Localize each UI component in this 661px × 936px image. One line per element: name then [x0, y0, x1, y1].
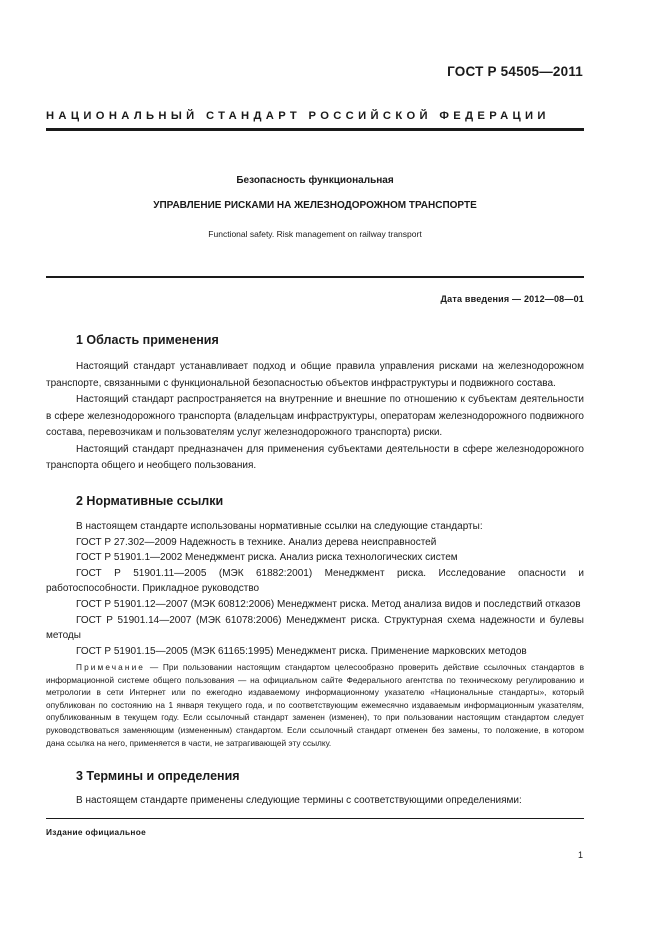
reference-item: ГОСТ Р 51901.12—2007 (МЭК 60812:2006) Менеджмент риска. Метод анализа видов и последствий отказов — [76, 598, 581, 610]
section-1-paragraph: Настоящий стандарт устанавливает подход и общие правила управления рисками на железнодорожном транспорте, связанными с функциональной безопасностью объектов инфраструктуры и подвижного состава. — [46, 361, 584, 389]
references-intro: В настоящем стандарте использованы нормативные ссылки на следующие стандарты: — [76, 521, 483, 532]
title-line-2: УПРАВЛЕНИЕ РИСКАМИ НА ЖЕЛЕЗНОДОРОЖНОМ ТРАНСПОРТЕ — [153, 200, 477, 211]
section-2-heading: 2 Нормативные ссылки — [76, 494, 224, 508]
standard-number: ГОСТ Р 54505—2011 — [447, 64, 583, 79]
section-1-paragraph: Настоящий стандарт распространяется на внутренние и внешние по отношению к субъектам деятельности в сфере железнодорожного транспорта (владельцам инфраструктуры, операторам железнодорожного подвижного состава, перевозчикам и пользователям услуг железнодорожного транспорта) риски. — [46, 394, 584, 438]
section-3-body — [46, 793, 584, 810]
footer-rule — [46, 818, 584, 819]
normative-references — [46, 519, 584, 659]
section-1-body — [46, 359, 584, 475]
reference-item: ГОСТ Р 51901.14—2007 (МЭК 61078:2006) Менеджмент риска. Структурная схема надежности и булевы методы — [46, 614, 584, 642]
reference-item: ГОСТ Р 51901.1—2002 Менеджмент риска. Анализ риска технологических систем — [76, 552, 458, 564]
national-standard-banner: НАЦИОНАЛЬНЫЙ СТАНДАРТ РОССИЙСКОЙ ФЕДЕРАЦИИ — [46, 110, 550, 122]
header-rule — [46, 128, 584, 131]
references-note — [46, 661, 584, 749]
page-number: 1 — [577, 850, 583, 860]
title-english: Functional safety. Risk management on railway transport — [208, 229, 422, 239]
title-line-1: Безопасность функциональная — [236, 175, 394, 186]
reference-item: ГОСТ Р 51901.11—2005 (МЭК 61882:2001) Менеджмент риска. Исследование опасности и работоспособности. Прикладное руководство — [46, 567, 584, 595]
date-of-introduction: Дата введения — 2012—08—01 — [440, 294, 584, 304]
section-1-paragraph: Настоящий стандарт предназначен для применения субъектами деятельности в сфере железнодорожного транспорта общего и необщего пользования. — [46, 443, 584, 471]
note-label: Примечание — [76, 662, 146, 672]
note-text: — При пользовании настоящим стандартом целесообразно проверить действие ссылочных стандартов в информационной системе общего пользования — на официальном сайте Федерального агентства по техническому регулированию и метрологии в сети Интернет или по ежегодно издаваемому информационному указателю «Национальные стандарты», который опубликован по состоянию на 1 января текущего года, и по соответствующим ежемесячно издаваемым информационным указателям, опубликованным в текущем году. Если ссылочный стандарт заменен (изменен), то при пользовании настоящим стандартом следует руководствоваться заменяющим (измененным) стандартом. Если ссылочный стандарт отменен без замены, то положение, в котором дана ссылка на него, применяется в части, не затрагивающей эту ссылку. — [46, 662, 584, 748]
section-3-heading: 3 Термины и определения — [76, 769, 240, 783]
official-edition-label: Издание официальное — [46, 827, 147, 837]
reference-item: ГОСТ Р 51901.15—2005 (МЭК 61165:1995) Менеджмент риска. Применение марковских методов — [76, 645, 527, 657]
section-1-heading: 1 Область применения — [76, 333, 219, 347]
section-3-intro: В настоящем стандарте применены следующие термины с соответствующими определениями: — [76, 795, 522, 806]
title-rule — [46, 276, 584, 278]
reference-item: ГОСТ Р 27.302—2009 Надежность в технике. Анализ дерева неисправностей — [76, 536, 437, 548]
